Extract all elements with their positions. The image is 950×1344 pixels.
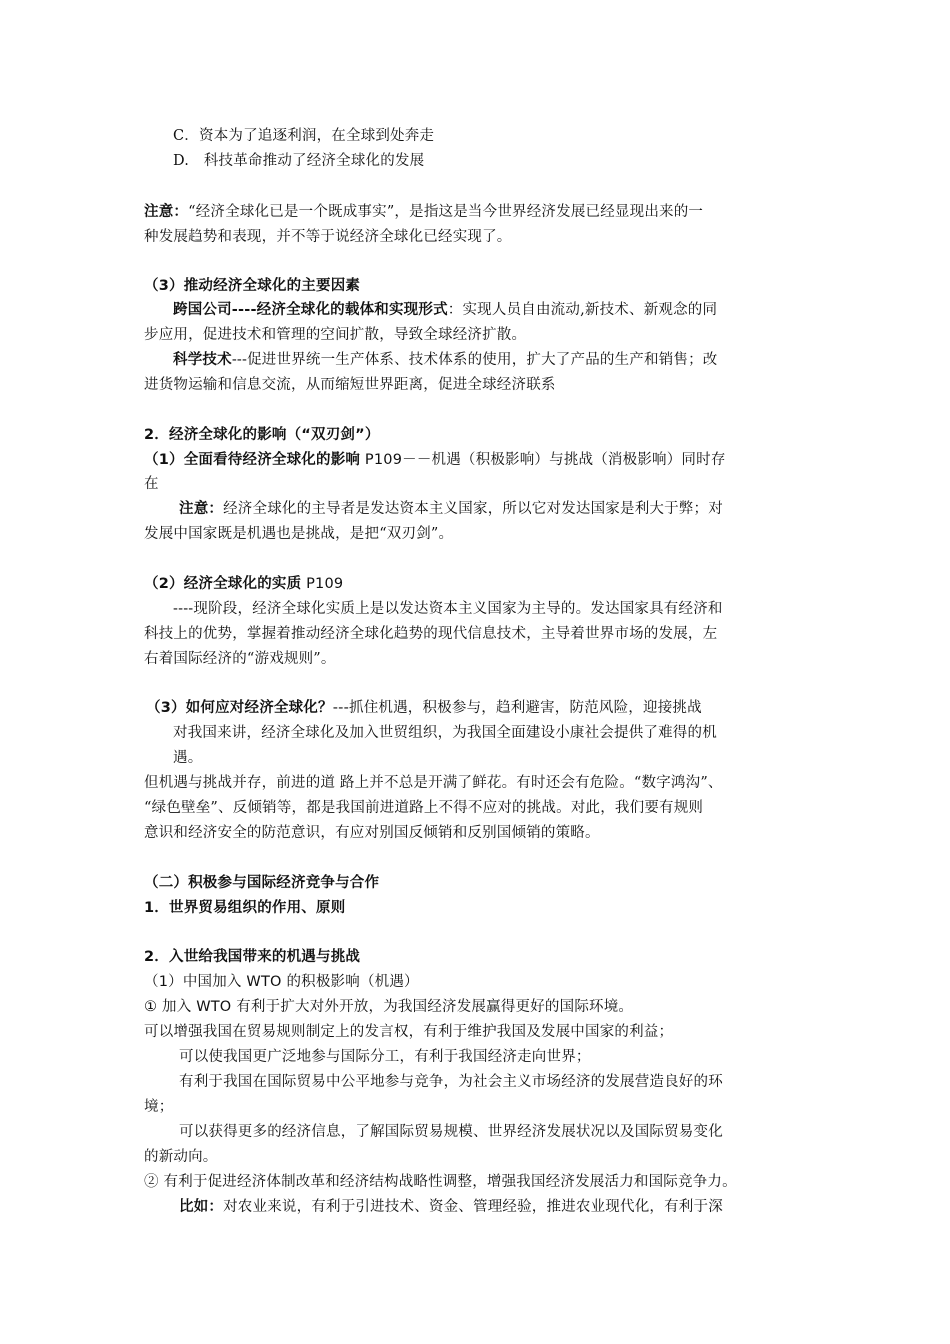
impact-note-line2: 发展中国家既是机遇也是挑战，是把“双刃剑”。 <box>144 526 454 542</box>
tnc-text-line2: 步应用，促进技术和管理的空间扩散，导致全球经济扩散。 <box>144 327 527 343</box>
essence-heading-bold: （2）经济全球化的实质 <box>144 576 302 592</box>
note-label: 注意： <box>144 203 189 220</box>
essence-text-line2: 科技上的优势，掌握着推动经济全球化趋势的现代信息技术，主导着世界市场的发展，左 <box>144 626 718 642</box>
response-heading <box>146 698 702 718</box>
section2-p1: ① 加入 WTO 有利于扩大对外开放，为我国经济发展赢得更好的国际环境。 <box>144 999 634 1015</box>
option-c: C．资本为了追逐利润，在全球到处奔走 <box>173 128 435 144</box>
impact-sub1-wrap: 在 <box>144 476 159 492</box>
response-heading-bold: （3）如何应对经济全球化？ <box>146 700 333 716</box>
response-text-line5: 意识和经济安全的防范意识，有应对别国反倾销和反别国倾销的策略。 <box>144 825 600 841</box>
section2-p5-line2: 的新动向。 <box>144 1149 218 1165</box>
science-paragraph <box>173 350 718 370</box>
note-text: “经济全球化已是一个既成事实”，是指这是当今世界经济发展已经显现出来的一 <box>188 204 704 220</box>
response-text-line2: 遇。 <box>173 750 203 766</box>
impact-heading: 2．经济全球化的影响（“双刃剑”） <box>144 427 380 443</box>
tnc-paragraph <box>173 300 717 320</box>
note-text-line2: 种发展趋势和表现，并不等于说经济全球化已经实现了。 <box>144 229 512 245</box>
section2-p4-line1: 有利于我国在国际贸易中公平地参与竞争，为社会主义市场经济的发展营造良好的环 <box>179 1074 723 1090</box>
science-label: 科学技术 <box>173 351 232 368</box>
section2-item1: 1．世界贸易组织的作用、原则 <box>144 900 346 916</box>
section2-p5-line1: 可以获得更多的经济信息，了解国际贸易规模、世界经济发展状况以及国际贸易变化 <box>179 1124 723 1140</box>
impact-sub1-rest: P109－－机遇（积极影响）与挑战（消极影响）同时存 <box>360 452 726 468</box>
example-label: 比如： <box>179 1198 224 1215</box>
response-text-line4: “绿色壁垒”、反倾销等，都是我国前进道路上不得不应对的挑战。对此，我们要有规则 <box>144 800 704 816</box>
section2-p2: 可以增强我国在贸易规则制定上的发言权，有利于维护我国及发展中国家的利益； <box>144 1024 674 1040</box>
response-text-line1: 对我国来讲，经济全球化及加入世贸组织，为我国全面建设小康社会提供了难得的机 <box>173 725 717 741</box>
science-text: ---促进世界统一生产体系、技术体系的使用，扩大了产品的生产和销售；改 <box>231 352 718 368</box>
impact-note-label: 注意： <box>179 500 224 517</box>
factors-heading: （3）推动经济全球化的主要因素 <box>144 278 361 294</box>
section2-p3: 可以使我国更广泛地参与国际分工，有利于我国经济走向世界； <box>179 1049 591 1065</box>
impact-note-text: 经济全球化的主导者是发达资本主义国家，所以它对发达国家是利大于弊；对 <box>223 501 723 517</box>
section2-heading: （二）积极参与国际经济竞争与合作 <box>144 874 380 891</box>
response-text-line3: 但机遇与挑战并存，前进的道 路上并不总是开满了鲜花。有时还会有危险。“数字鸿沟”、 <box>144 775 723 791</box>
science-text-line2: 进货物运输和信息交流，从而缩短世界距离，促进全球经济联系 <box>144 377 556 393</box>
essence-text-line1: ----现阶段，经济全球化实质上是以发达资本主义国家为主导的。发达国家具有经济和 <box>173 601 723 617</box>
essence-heading <box>144 574 343 594</box>
impact-sub1-bold: （1）全面看待经济全球化的影响 <box>144 452 361 468</box>
tnc-text: ：实现人员自由流动,新技术、新观念的同 <box>447 302 718 318</box>
essence-heading-rest: P109 <box>301 576 344 592</box>
impact-note <box>179 499 723 519</box>
section2-item2: 2．入世给我国带来的机遇与挑战 <box>144 949 361 965</box>
tnc-label: 跨国公司----经济全球化的载体和实现形式 <box>173 302 448 318</box>
section2-sub1: （1）中国加入 WTO 的积极影响（机遇） <box>144 974 419 990</box>
section2-p4-line2: 境； <box>144 1099 174 1115</box>
note-paragraph <box>144 202 703 222</box>
example-text: 对农业来说，有利于引进技术、资金、管理经验，推进农业现代化，有利于深 <box>223 1199 723 1215</box>
response-heading-rest: ---抓住机遇，积极参与，趋利避害，防范风险，迎接挑战 <box>332 700 702 716</box>
section2-p6: ② 有利于促进经济体制改革和经济结构战略性调整，增强我国经济发展活力和国际竞争力。 <box>144 1174 737 1190</box>
impact-sub1 <box>144 450 726 470</box>
section2-p7 <box>179 1197 723 1217</box>
option-d: D. 科技革命推动了经济全球化的发展 <box>173 153 425 169</box>
essence-text-line3: 右着国际经济的“游戏规则”。 <box>144 651 336 667</box>
